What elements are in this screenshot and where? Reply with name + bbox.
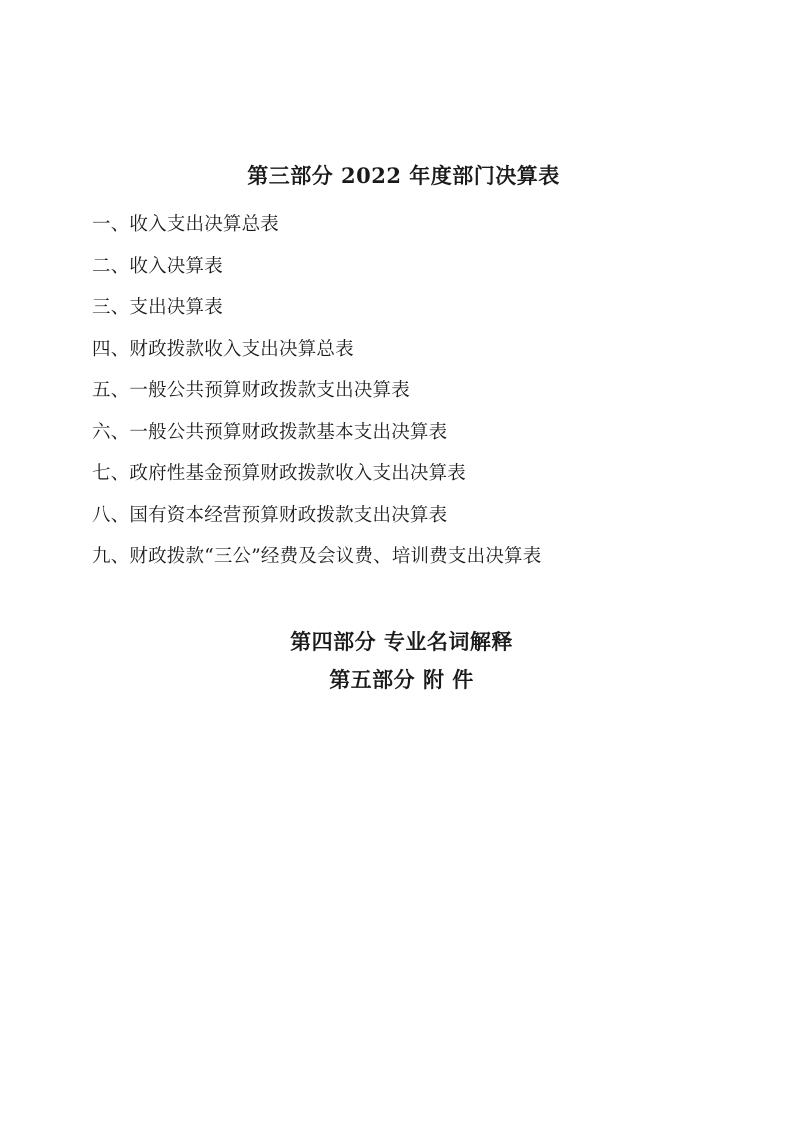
list-item: 五、一般公共预算财政拨款支出决算表 [92, 380, 410, 401]
part5-heading: 第五部分 附 件 [329, 667, 474, 692]
list-item: 六、一般公共预算财政拨款基本支出决算表 [92, 421, 448, 443]
list-item: 七、政府性基金预算财政拨款收入支出决算表 [92, 463, 467, 484]
list-item: 一、收入支出决算总表 [92, 214, 280, 235]
part4-heading: 第四部分 专业名词解释 [290, 629, 513, 654]
table-of-contents [0, 204, 793, 578]
part3-heading: 第三部分 2022 年度部门决算表 [247, 163, 560, 188]
list-item: 三、支出决算表 [92, 297, 223, 318]
list-item: 八、国有资本经营预算财政拨款支出决算表 [92, 504, 448, 526]
list-item: 四、财政拨款收入支出决算总表 [92, 338, 354, 360]
list-item: 二、收入决算表 [92, 255, 223, 277]
list-item: 九、财政拨款“三公”经费及会议费、培训费支出决算表 [92, 546, 542, 567]
